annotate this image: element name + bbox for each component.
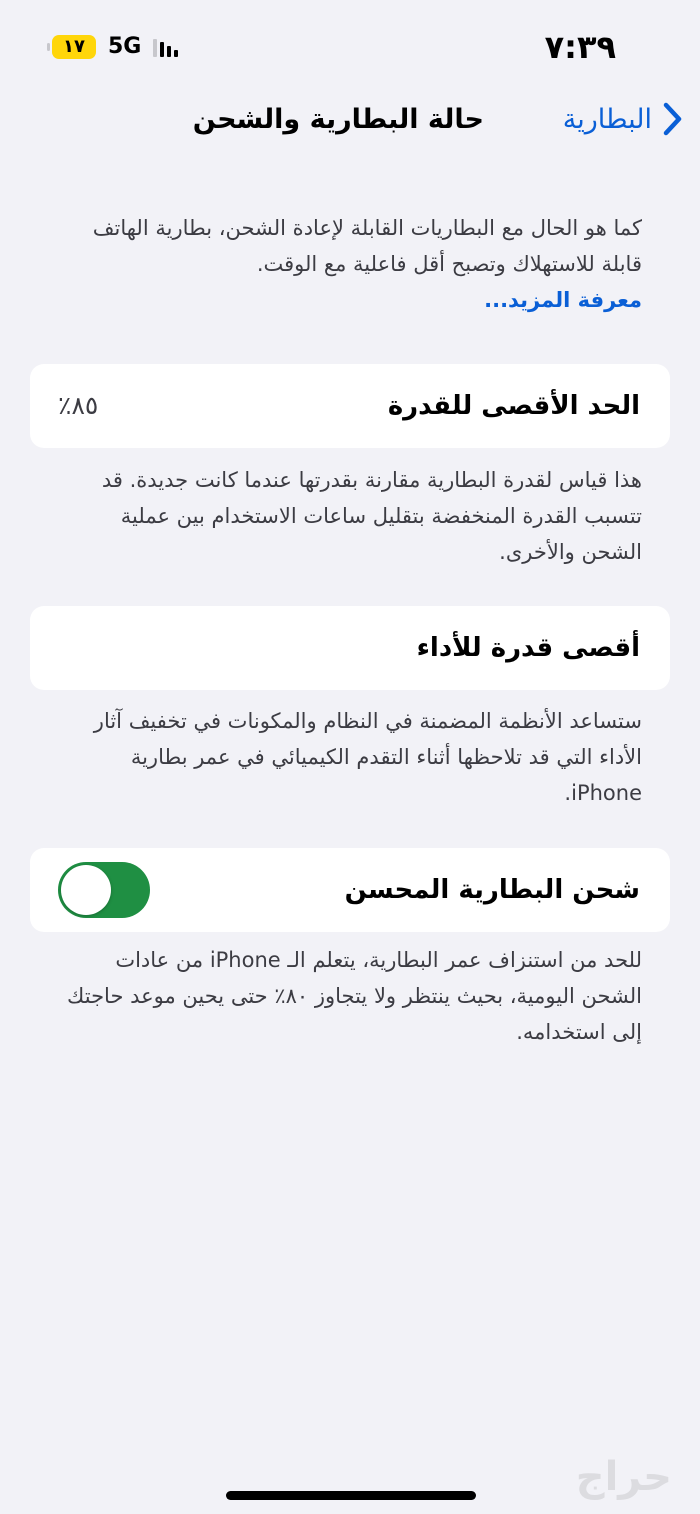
optimized-charging-description: للحد من استنزاف عمر البطارية، يتعلم الـ iPhone من عادات الشحن اليومية، بحيث ينتظر ولا يتجاوز ٨٠٪ حتى يحين موعد حاجتك إلى استخدامه. [67,948,642,1044]
toggle-knob [61,865,111,915]
network-type: 5G [108,34,142,59]
status-bar [0,0,700,90]
chevron-back-icon [662,102,682,136]
max-capacity-label: الحد الأقصى للقدرة [387,391,640,421]
max-capacity-row [30,364,670,448]
peak-performance-row [30,606,670,690]
optimized-charging-label: شحن البطارية المحسن [344,875,640,905]
back-label: البطارية [562,103,652,135]
status-time: ٧:٣٩ [544,28,616,66]
battery-level: ١٧ [63,36,85,57]
page-title: حالة البطارية والشحن [192,104,484,135]
intro-description [56,210,642,318]
peak-performance-description: ستساعد الأنظمة المضمنة في النظام والمكونات في تخفيف آثار الأداء التي قد تلاحظها أثناء التقدم الكيميائي في عمر بطارية iPhone. [93,709,642,805]
status-indicators [52,34,178,59]
watermark-logo: حراج [575,1454,672,1500]
optimized-charging-row [30,848,670,932]
optimized-charging-toggle[interactable] [58,862,150,918]
max-capacity-value: ٨٥٪ [58,391,99,420]
intro-text: كما هو الحال مع البطاريات القابلة لإعادة الشحن، بطارية الهاتف قابلة للاستهلاك وتصبح أقل فاعلية مع الوقت. [92,216,642,276]
peak-performance-label: أقصى قدرة للأداء [416,633,640,663]
max-capacity-description: هذا قياس لقدرة البطارية مقارنة بقدرتها عندما كانت جديدة. قد تتسبب القدرة المنخفضة بتقليل ساعات الاستخدام بين عملية الشحن والأخرى. [101,468,642,564]
home-indicator[interactable] [226,1491,476,1500]
navigation-bar [0,96,700,152]
cellular-signal-icon [153,37,178,57]
battery-cap [47,43,50,51]
back-button[interactable] [563,102,682,136]
learn-more-link[interactable]: معرفة المزيد... [484,288,642,312]
battery-low-icon [52,35,96,59]
